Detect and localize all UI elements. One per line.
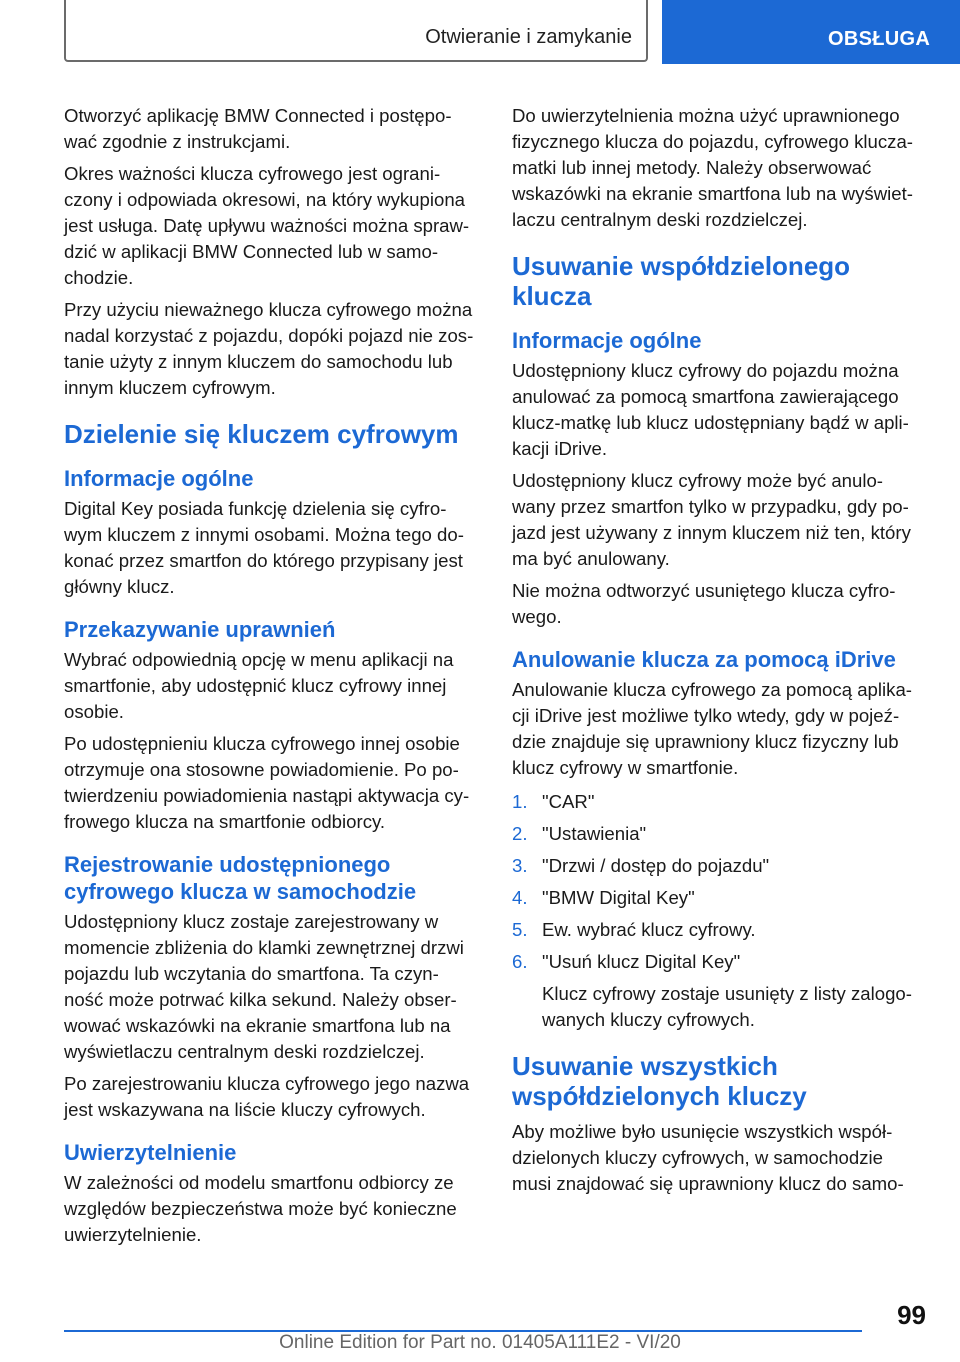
list-item [512,821,926,847]
paragraph: Po udostępnieniu klucza cyfrowego innej osobie otrzymuje ona stosowne powiadomienie. Po po-twierdzeniu powiadomienia nastąpi aktywacja cy-frowego klucza na smartfonie odbiorcy. [64,733,470,832]
paragraph: Otworzyć aplikację BMW Connected i postępo-wać zgodnie z instrukcjami. [64,105,452,152]
step-number: 4. [512,887,528,908]
step-number: 6. [512,951,528,972]
paragraph: Przy użyciu nieważnego klucza cyfrowego można nadal korzystać z pojazdu, dopóki pojazd nie zos-tanie użyty z innym kluczem do samochodu lub innym kluczem cyfrowym. [64,299,474,398]
paragraph: Do uwierzytelnienia można użyć uprawnionego fizycznego klucza do pojazdu, cyfrowego klucza-matki lub innej metody. Należy obserwować wskazówki na ekranie smartfona lub na wyświet-laczu centralnym deski rozdzielczej. [512,105,914,230]
paragraph: Anulowanie klucza cyfrowego za pomocą aplika-cji iDrive jest możliwe tylko wtedy, gdy w pojeź-dzie znajduje się uprawniony klucz fizyczny lub klucz cyfrowy w smartfonie. [512,679,912,778]
page-header [0,0,960,66]
subheading-authentication: Uwierzytelnienie [64,1140,237,1165]
paragraph: Aby możliwe było usunięcie wszystkich współ-dzielonych kluczy cyfrowych, w samochodzie musi znajdować się uprawniony klucz do samo- [512,1121,904,1194]
list-item [512,853,926,879]
list-item [512,789,926,815]
paragraph: Po zarejestrowaniu klucza cyfrowego jego nazwa jest wskazywana na liście kluczy cyfrowych. [64,1073,470,1120]
paragraph: Digital Key posiada funkcję dzielenia się cyfro-wym kluczem z innymi osobami. Można tego do-konać przez smartfon do którego przypisany jest główny klucz. [64,498,464,597]
subheading-general-info: Informacje ogólne [64,466,254,491]
list-item [512,949,926,975]
step-text: "BMW Digital Key" [542,887,695,908]
paragraph: Nie można odtworzyć usuniętego klucza cyfro-wego. [512,580,896,627]
subheading-general-info: Informacje ogólne [512,328,702,353]
chapter-tab [662,0,960,64]
step-number: 3. [512,855,528,876]
page-number: 99 [897,1300,926,1330]
paragraph: Udostępniony klucz cyfrowy do pojazdu można anulować za pomocą smartfona zawierającego klucz-matkę lub klucz udostępniany bądź w apli-kacji iDrive. [512,360,909,459]
step-text: "CAR" [542,791,595,812]
heading-remove-all-keys: Usuwanie wszystkich współdzielonych kluczy [512,1051,807,1111]
paragraph: Okres ważności klucza cyfrowego jest ograni-czony i odpowiada okresowi, na który wykupiona jest usługa. Datę upływu ważności można spraw-dzić w aplikacji BMW Connected lub w samo-chodzie. [64,163,470,288]
paragraph: Udostępniony klucz cyfrowy może być anulo-wany przez smartfon tylko w przypadku, gdy po-jazd jest używany z innym kluczem niż ten, który ma być anulowany. [512,470,911,569]
left-column [64,103,478,1254]
right-column [512,103,926,1203]
subheading-register-key: Rejestrowanie udostępnionego cyfrowego klucza w samochodzie [64,852,417,904]
step-number: 2. [512,823,528,844]
edition-footer: Online Edition for Part no. 01405A111E2 - VI/20 [279,1332,681,1353]
step-text: "Drzwi / dostęp do pojazdu" [542,855,770,876]
subheading-transfer-rights: Przekazywanie uprawnień [64,617,336,642]
header-section-box [64,0,648,62]
step-text: Ew. wybrać klucz cyfrowy. [542,919,756,940]
paragraph: Wybrać odpowiednią opcję w menu aplikacji na smartfonie, aby udostępnić klucz cyfrowy innej osobie. [64,649,454,722]
chapter-tab-label: OBSŁUGA [828,28,931,50]
subheading-cancel-idrive: Anulowanie klucza za pomocą iDrive [512,647,896,672]
list-item [512,917,926,943]
steps-list [512,789,926,975]
step-number: 1. [512,791,528,812]
section-title: Otwieranie i zamykanie [425,26,632,48]
paragraph: Udostępniony klucz zostaje zarejestrowany w momencie zbliżenia do klamki zewnętrznej drzwi pojazdu lub wczytania do smartfona. Ta czyn-ność może potrwać kilka sekund. Należy obser-wować wskazówki na ekranie smartfona lub na wyświetlaczu centralnym deski rozdzielczej. [64,911,464,1062]
step-text: "Usuń klucz Digital Key" [542,951,741,972]
step-text: "Ustawienia" [542,823,647,844]
heading-remove-shared-key: Usuwanie współdzielonego klucza [512,251,851,311]
step-number: 5. [512,919,528,940]
list-item [512,885,926,911]
step-note: Klucz cyfrowy zostaje usunięty z listy zalogo-wanych kluczy cyfrowych. [542,983,912,1030]
paragraph: W zależności od modelu smartfonu odbiorcy ze względów bezpieczeństwa może być konieczne uwierzytelnienie. [64,1172,457,1245]
heading-share-key: Dzielenie się kluczem cyfrowym [64,419,459,449]
